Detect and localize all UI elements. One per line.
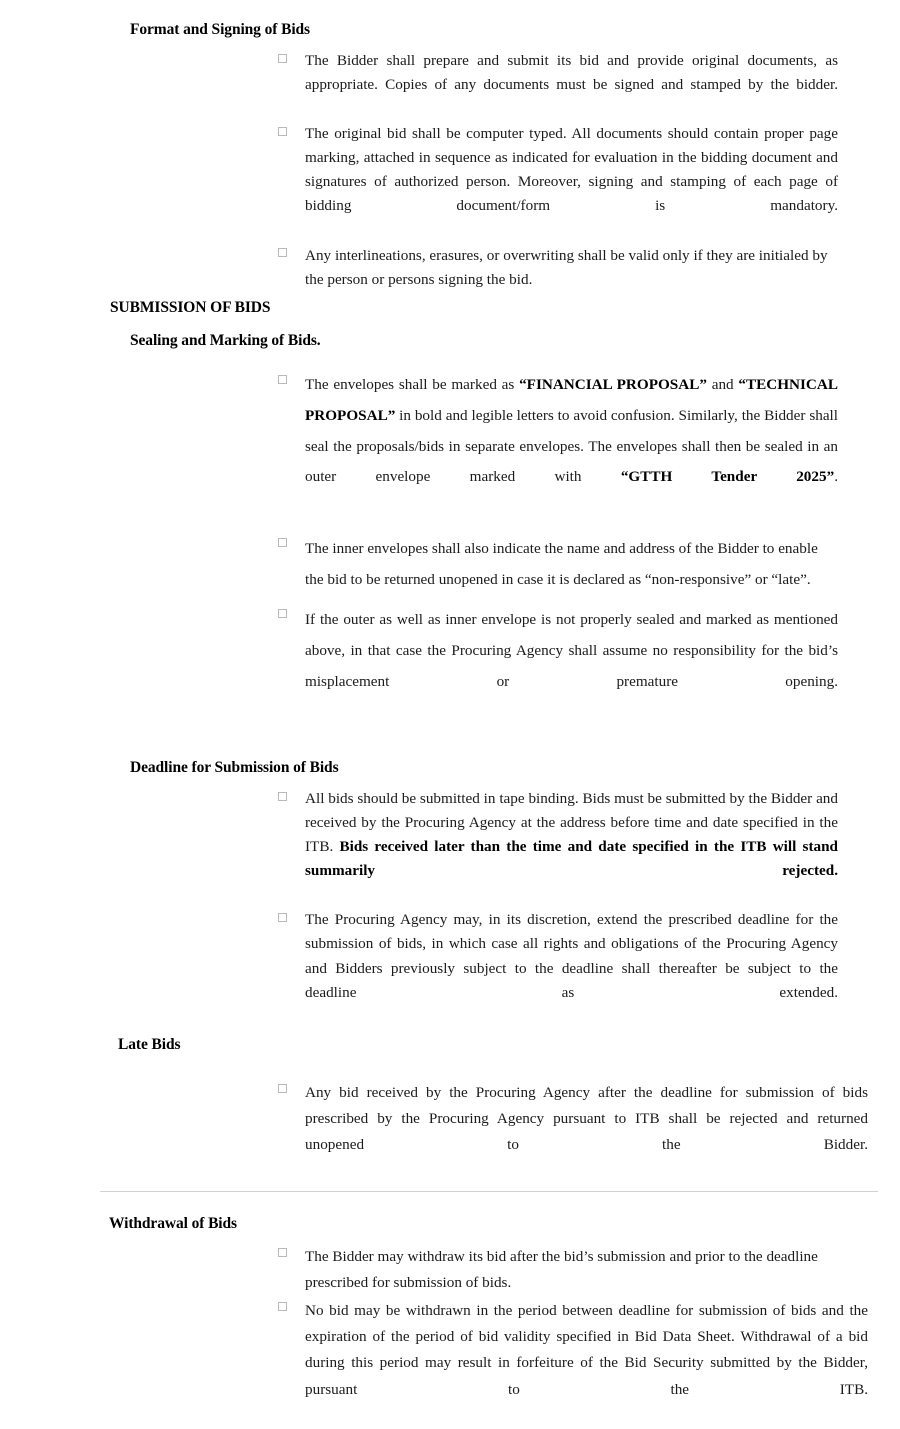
empty-square-box-icon xyxy=(278,54,287,63)
list-item xyxy=(278,1080,868,1185)
spacer-7 xyxy=(0,1054,900,1080)
spacer-2 xyxy=(0,317,900,331)
empty-square-box-icon xyxy=(278,913,287,922)
empty-square-box-icon xyxy=(278,375,287,384)
list-item xyxy=(278,1298,868,1429)
list-item xyxy=(278,908,838,1028)
list-item-text: All bids should be submitted in tape binding. Bids must be submitted by the Bidder and received by the Procuring Agency at the address before time and date specified in the ITB. Bids received later than the time and date specified in the ITB will stand summarily rejected. xyxy=(305,790,838,880)
list-item xyxy=(278,534,838,595)
list-item-text: The Procuring Agency may, in its discretion, extend the prescribed deadline for the submission of bids, in which case all rights and obligations of the Procuring Agency and Bidders previously subject to the deadline shall thereafter be subject to the deadline as extended. xyxy=(305,911,838,1001)
bullet-list-format-and-signing xyxy=(0,49,900,291)
list-item-text: Any bid received by the Procuring Agency after the deadline for submission of bids prescribed by the Procuring Agency pursuant to ITB shall be rejected and returned unopened to the Bidder. xyxy=(305,1083,868,1154)
list-item-text: The inner envelopes shall also indicate the name and address of the Bidder to enable the bid to be returned unopened in case it is declared as “non-responsive” or “late”. xyxy=(305,539,818,588)
empty-square-box-icon xyxy=(278,1248,287,1257)
list-item xyxy=(278,787,838,907)
list-item-text: The original bid shall be computer typed. All documents should contain proper page marking, attached in sequence as indicated for evaluation in the bidding document and signatures of authorized person. Moreover, signing and stamping of each page of bidding document/form is mandatory. xyxy=(305,125,838,215)
spacer-9 xyxy=(0,1234,900,1244)
spacer-3 xyxy=(0,350,900,370)
list-item-text: Any interlineations, erasures, or overwriting shall be valid only if they are initialed by the person or persons signing the bid. xyxy=(305,246,828,288)
heading-withdrawal-of-bids: Withdrawal of Bids xyxy=(109,1215,237,1233)
empty-square-box-icon xyxy=(278,792,287,801)
heading-sealing-and-marking-of-bids: Sealing and Marking of Bids. xyxy=(130,331,321,349)
spacer-8 xyxy=(0,1184,900,1214)
spacer-top xyxy=(0,0,900,20)
spacer-5 xyxy=(0,777,900,787)
list-item-text: The Bidder shall prepare and submit its bid and provide original documents, as appropriate. Copies of any documents must be signed and stamped by the bidder. xyxy=(305,52,838,94)
empty-square-box-icon xyxy=(278,248,287,257)
bullet-list-late-bids xyxy=(0,1080,900,1185)
empty-square-box-icon xyxy=(278,538,287,547)
list-item-text: No bid may be withdrawn in the period between deadline for submission of bids and the expiration of the period of bid validity specified in Bid Data Sheet. Withdrawal of a bid during this period may result in forfeiture of the Bid Security submitted by the Bidder, pursuant to the ITB. xyxy=(305,1302,868,1398)
empty-square-box-icon xyxy=(278,127,287,136)
list-item-text: The envelopes shall be marked as “FINANCIAL PROPOSAL” and “TECHNICAL PROPOSAL” in bold and legible letters to avoid confusion. Similarly, the Bidder shall seal the proposals/bids in separate envelopes. The envelopes shall then be sealed in an outer envelope marked with “GTTH Tender 2025”. xyxy=(305,376,838,486)
empty-square-box-icon xyxy=(278,609,287,618)
empty-square-box-icon xyxy=(278,1302,287,1311)
bullet-list-withdrawal-of-bids xyxy=(0,1244,900,1429)
list-item xyxy=(278,49,838,121)
heading-late-bids: Late Bids xyxy=(118,1035,181,1053)
list-item xyxy=(278,122,838,242)
list-item-text: If the outer as well as inner envelope is not properly sealed and marked as mentioned above, in that case the Procuring Agency shall assume no responsibility for the bid’s misplacement or premature opening. xyxy=(305,611,838,690)
list-item xyxy=(278,1244,868,1296)
heading-deadline-for-submission-of-bids: Deadline for Submission of Bids xyxy=(130,759,339,777)
empty-square-box-icon xyxy=(278,1084,287,1093)
spacer-4 xyxy=(0,728,900,758)
bullet-list-deadline-for-submission xyxy=(0,787,900,1028)
list-item xyxy=(278,605,838,728)
list-item-text: The Bidder may withdraw its bid after the bid’s submission and prior to the deadline prescribed for submission of bids. xyxy=(305,1247,818,1291)
heading-submission-of-bids: SUBMISSION OF BIDS xyxy=(110,298,271,316)
spacer-0 xyxy=(0,39,900,49)
list-item xyxy=(278,370,838,524)
bullet-list-sealing-and-marking xyxy=(0,370,900,728)
list-item xyxy=(278,244,838,292)
heading-format-and-signing-of-bids: Format and Signing of Bids xyxy=(130,21,310,38)
footer-divider xyxy=(100,1191,878,1192)
